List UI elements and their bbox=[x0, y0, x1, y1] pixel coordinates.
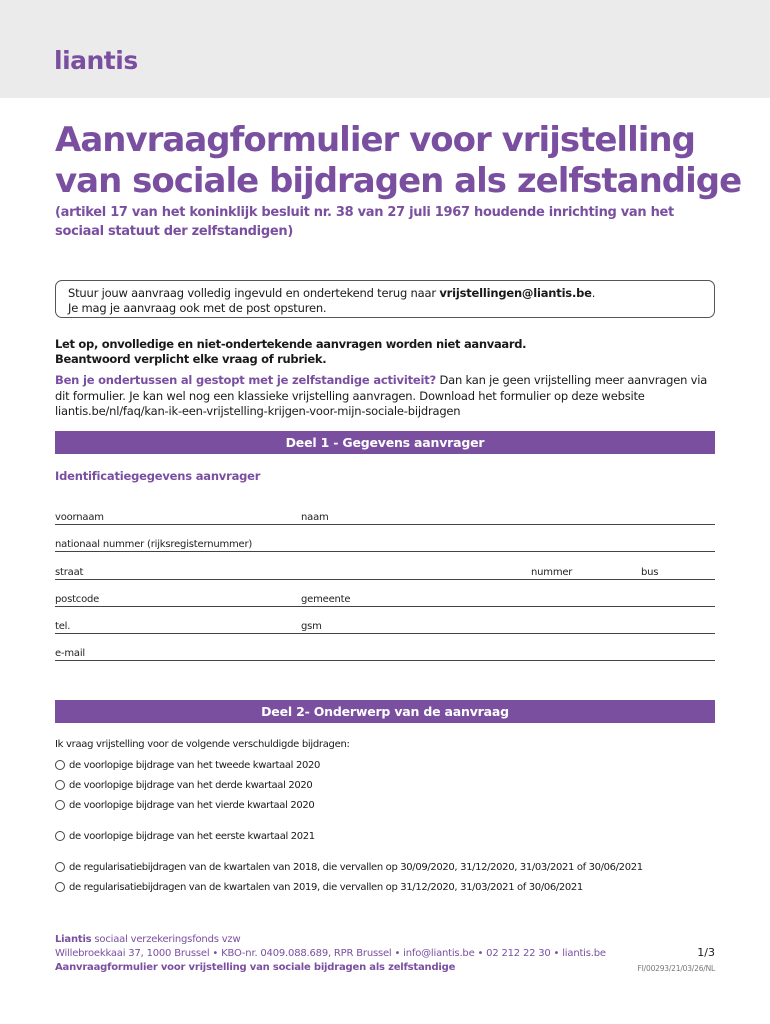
option-label: de voorlopige bijdrage van het eerste kwartaal 2021 bbox=[69, 830, 315, 842]
field-line-rijksregister[interactable] bbox=[55, 551, 715, 552]
radio-circle-icon[interactable] bbox=[55, 800, 65, 810]
field-label-email: e-mail bbox=[55, 648, 85, 659]
footer-org-rest: sociaal verzekeringsfonds vzw bbox=[91, 934, 241, 945]
radio-circle-icon[interactable] bbox=[55, 760, 65, 770]
option-q4-2020[interactable] bbox=[55, 798, 314, 812]
field-label-rijksregister: nationaal nummer (rijksregisternummer) bbox=[55, 539, 253, 550]
radio-circle-icon[interactable] bbox=[55, 831, 65, 841]
field-line-tel-gsm[interactable] bbox=[55, 633, 715, 634]
part1-heading: Deel 1 - Gegevens aanvrager bbox=[55, 431, 715, 454]
radio-circle-icon[interactable] bbox=[55, 780, 65, 790]
stopped-activity-note bbox=[55, 373, 720, 420]
warning-line-1: Let op, onvolledige en niet-ondertekende aanvragen worden niet aanvaard. bbox=[55, 337, 527, 351]
option-q1-2021[interactable] bbox=[55, 829, 315, 843]
option-regularisatie-2019[interactable] bbox=[55, 880, 583, 894]
option-label: de regularisatiebijdragen van de kwartalen van 2019, die vervallen op 31/12/2020, 31/03/2021 of 30/06/2021 bbox=[69, 881, 583, 893]
field-label-gemeente: gemeente bbox=[301, 594, 351, 605]
field-line-voornaam-naam[interactable] bbox=[55, 524, 715, 525]
warning-text bbox=[55, 337, 725, 367]
field-line-email[interactable] bbox=[55, 660, 715, 661]
option-label: de voorlopige bijdrage van het tweede kwartaal 2020 bbox=[69, 759, 320, 771]
form-code: FI/00293/21/03/26/NL bbox=[637, 964, 715, 973]
field-label-voornaam: voornaam bbox=[55, 512, 104, 523]
page-number: 1/3 bbox=[697, 946, 715, 959]
notice-text: Stuur jouw aanvraag volledig ingevuld en ondertekend terug naar bbox=[68, 286, 440, 300]
field-label-nummer: nummer bbox=[531, 567, 573, 578]
footer-org bbox=[55, 933, 715, 947]
footer-address: Willebroekkaai 37, 1000 Brussel • KBO-nr. 0409.088.689, RPR Brussel • info@liantis.be • 02 212 22 30 • liantis.be bbox=[55, 948, 606, 959]
warning-line-2: Beantwoord verplicht elke vraag of rubriek. bbox=[55, 352, 327, 366]
notice-post-text: Je mag je aanvraag ook met de post opsturen. bbox=[68, 301, 327, 315]
notice-email-link[interactable]: vrijstellingen@liantis.be bbox=[439, 286, 592, 300]
part2-heading: Deel 2- Onderwerp van de aanvraag bbox=[55, 700, 715, 723]
footer-org-name: Liantis bbox=[55, 934, 92, 945]
field-label-naam: naam bbox=[301, 512, 329, 523]
field-label-bus: bus bbox=[641, 567, 659, 578]
identification-label: Identificatiegegevens aanvrager bbox=[55, 469, 261, 483]
option-label: de voorlopige bijdrage van het vierde kwartaal 2020 bbox=[69, 799, 315, 811]
field-label-tel: tel. bbox=[55, 621, 71, 632]
field-label-straat: straat bbox=[55, 567, 84, 578]
page-subtitle: (artikel 17 van het koninklijk besluit nr. 38 van 27 juli 1967 houdende inrichting van het sociaal statuut der zelfstandigen) bbox=[55, 205, 674, 239]
option-q2-2020[interactable] bbox=[55, 758, 320, 772]
page-title: Aanvraagformulier voor vrijstelling van sociale bijdragen als zelfstandige bbox=[55, 120, 742, 201]
option-regularisatie-2018[interactable] bbox=[55, 860, 643, 874]
radio-circle-icon[interactable] bbox=[55, 862, 65, 872]
field-line-straat[interactable] bbox=[55, 579, 715, 580]
option-label: de regularisatiebijdragen van de kwartalen van 2018, die vervallen op 30/09/2020, 31/12/2020, 31/03/2021 of 30/06/2021 bbox=[69, 861, 643, 873]
radio-circle-icon[interactable] bbox=[55, 882, 65, 892]
option-label: de voorlopige bijdrage van het derde kwartaal 2020 bbox=[69, 779, 313, 791]
footer-form-title: Aanvraagformulier voor vrijstelling van sociale bijdragen als zelfstandige bbox=[55, 962, 456, 973]
option-q3-2020[interactable] bbox=[55, 778, 312, 792]
field-line-postcode-gemeente[interactable] bbox=[55, 606, 715, 607]
stopped-question: Ben je ondertussen al gestopt met je zelfstandige activiteit? bbox=[55, 373, 436, 387]
notice-period: . bbox=[591, 286, 596, 300]
part2-intro: Ik vraag vrijstelling voor de volgende verschuldigde bijdragen: bbox=[55, 739, 350, 750]
footer bbox=[55, 933, 715, 975]
field-label-postcode: postcode bbox=[55, 594, 100, 605]
submission-notice bbox=[55, 280, 715, 318]
liantis-logo: liantis bbox=[54, 46, 138, 75]
stopped-text: Dan kan je geen vrijstelling meer aanvragen via dit formulier. Je kan wel nog een klassieke vrijstelling aanvragen. Download het formulier op deze website liantis.be/nl/faq/kan-ik-een-vrijstelling-krijgen-voor-mijn-sociale-bijdragen bbox=[55, 373, 708, 418]
field-label-gsm: gsm bbox=[301, 621, 322, 632]
